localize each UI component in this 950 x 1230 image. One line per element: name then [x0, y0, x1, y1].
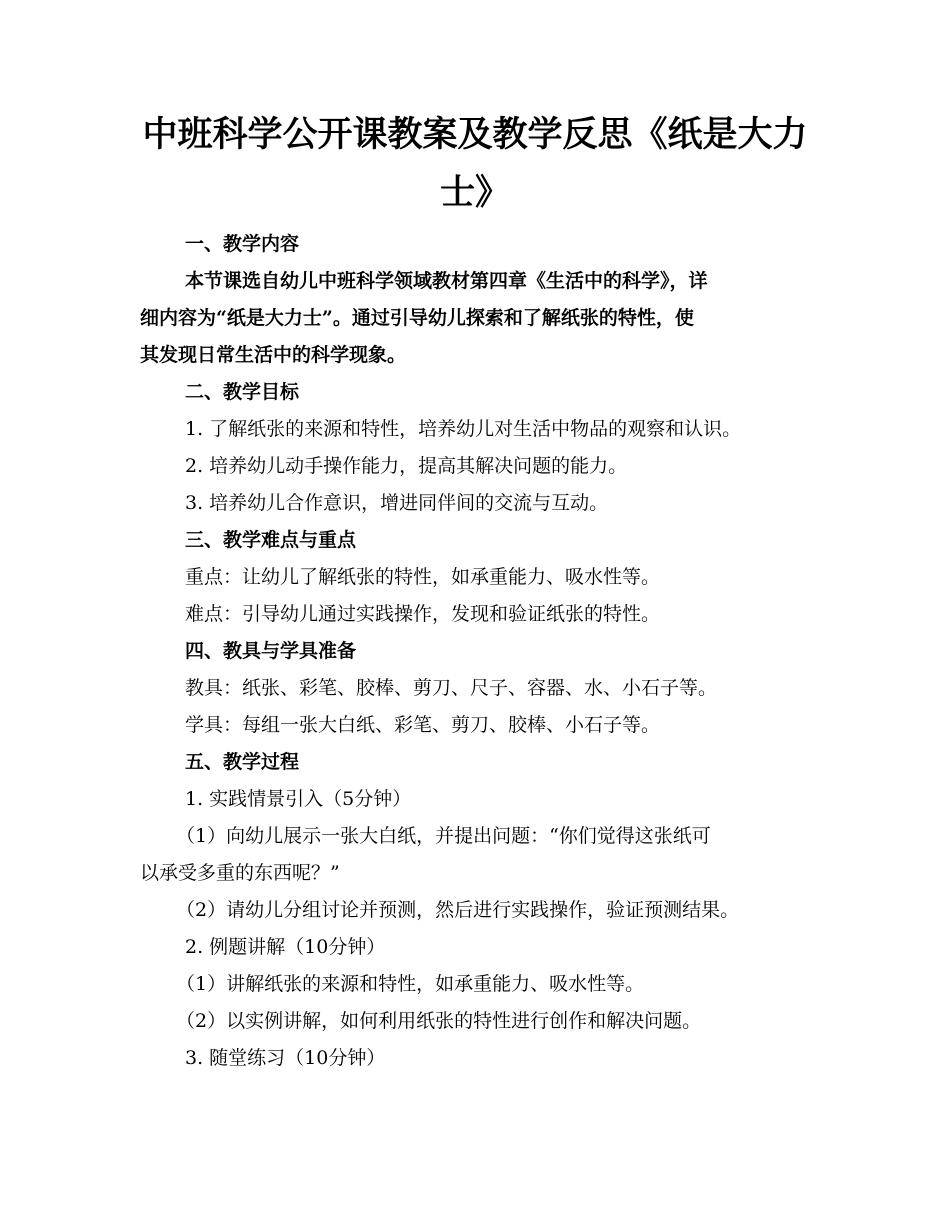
process-step-3: 3. 随堂练习（10分钟）: [185, 1047, 386, 1069]
goal-item: 2. 培养幼儿动手操作能力，提高其解决问题的能力。: [185, 455, 628, 477]
section-heading-process: 五、教学过程: [185, 751, 300, 773]
learning-aids-text: 学具：每组一张大白纸、彩笔、剪刀、胶棒、小石子等。: [185, 714, 661, 736]
section-heading-materials: 四、教具与学具准备: [185, 640, 357, 662]
goal-item: 3. 培养幼儿合作意识，增进同伴间的交流与互动。: [185, 492, 609, 514]
process-step-1: 1. 实践情景引入（5分钟）: [185, 788, 412, 810]
process-step-1a-line-1: （1）向幼儿展示一张大白纸，并提出问题：“你们觉得这张纸可: [176, 825, 711, 847]
section-heading-goals: 二、教学目标: [185, 381, 300, 403]
section-heading-difficulty: 三、教学难点与重点: [185, 529, 357, 551]
difficult-point-text: 难点：引导幼儿通过实践操作，发现和验证纸张的特性。: [185, 603, 661, 625]
key-point-text: 重点：让幼儿了解纸张的特性，如承重能力、吸水性等。: [185, 566, 661, 588]
content-paragraph-line-1: 本节课选自幼儿中班科学领域教材第四章《生活中的科学》，详: [185, 270, 708, 292]
process-step-2b: （2）以实例讲解，如何利用纸张的特性进行创作和解决问题。: [176, 1010, 702, 1032]
process-step-2: 2. 例题讲解（10分钟）: [185, 936, 386, 958]
process-step-1a-line-2: 以承受多重的东西呢？”: [140, 862, 340, 884]
teaching-aids-text: 教具：纸张、彩笔、胶棒、剪刀、尺子、容器、水、小石子等。: [185, 677, 718, 699]
process-step-1b: （2）请幼儿分组讨论并预测，然后进行实践操作，验证预测结果。: [176, 899, 740, 921]
content-paragraph-line-2: 细内容为“纸是大力士”。通过引导幼儿探索和了解纸张的特性，使: [140, 307, 694, 329]
process-step-2a: （1）讲解纸张的来源和特性，如承重能力、吸水性等。: [176, 973, 645, 995]
section-heading-content: 一、教学内容: [185, 233, 300, 255]
content-paragraph-line-3: 其发现日常生活中的科学现象。: [140, 344, 407, 366]
page-title: 中班科学公开课教案及教学反思《纸是大力士》: [142, 114, 808, 213]
goal-item: 1. 了解纸张的来源和特性，培养幼儿对生活中物品的观察和认识。: [185, 418, 742, 440]
